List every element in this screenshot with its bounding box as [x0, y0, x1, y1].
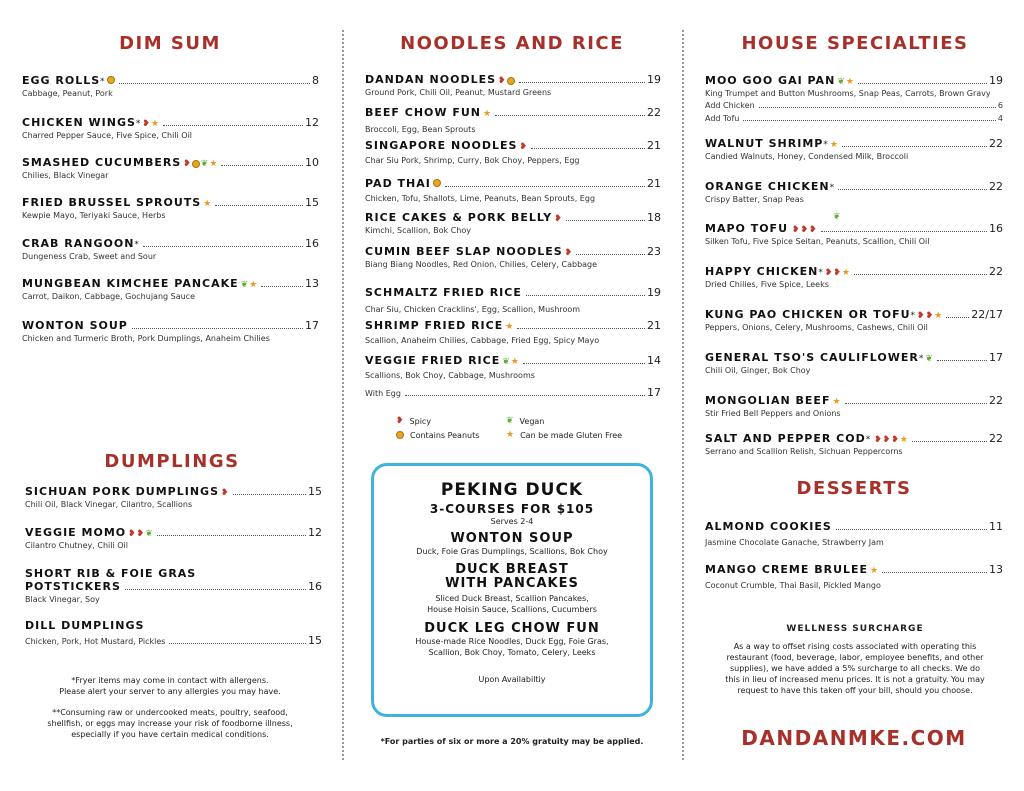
menu-item: [22, 277, 319, 301]
peking-duck-box: [371, 463, 653, 717]
item-name: KUNG PAO CHICKEN OR TOFU: [705, 308, 911, 321]
item-price: 10: [305, 156, 319, 169]
chili-pepper-icon: ❥: [128, 529, 136, 539]
item-marks: *: [918, 354, 924, 364]
chili-pepper-icon: ❥: [519, 142, 528, 152]
chili-pepper-icon: ❥: [142, 119, 150, 129]
item-desc: Biang Biang Noodles, Red Onion, Chilies, Celery, Cabbage: [365, 260, 598, 269]
item-name: POTSTICKERS: [25, 580, 121, 593]
item-name: CRAB RANGOON: [22, 237, 135, 250]
star-icon: ★: [203, 199, 212, 209]
item-desc: Black Vinegar, Soy: [25, 595, 100, 604]
item-name: MANGO CREME BRULEE: [705, 563, 869, 576]
star-icon: ★: [934, 311, 943, 321]
item-marks: *: [829, 183, 835, 193]
star-icon: ★: [829, 140, 838, 150]
item-price: 15: [305, 196, 319, 209]
item-name: MONGOLIAN BEEF: [705, 394, 831, 407]
chili-pepper-icon: ❥: [824, 268, 833, 278]
item-price: 17: [989, 351, 1003, 364]
menu-item: [705, 137, 1003, 161]
availability-note: Upon Availabiltiy: [478, 675, 546, 684]
chili-pepper-icon: ❥: [396, 416, 404, 426]
item-desc: Chicken, Pork, Hot Mustard, Pickles: [25, 637, 166, 646]
item-desc: Chili Oil, Black Vinegar, Cilantro, Scallions: [25, 500, 193, 509]
star-icon: ★: [510, 357, 519, 367]
item-price: 13: [305, 277, 319, 290]
menu-item: [365, 211, 661, 235]
item-name: DILL DUMPLINGS: [25, 619, 145, 632]
star-icon: ★: [845, 77, 854, 87]
course-title: WONTON SOUP: [450, 531, 574, 546]
peking-duck-serves: Serves 2-4: [490, 517, 534, 526]
menu-item: [365, 286, 661, 314]
column-divider-right: [682, 30, 684, 760]
wellness-title: WELLNESS SURCHARGE: [786, 624, 924, 634]
item-price: 15: [308, 634, 322, 647]
chili-pepper-icon: ❥: [917, 311, 925, 321]
star-icon: ★: [870, 566, 879, 576]
item-desc: Chilies, Black Vinegar: [22, 171, 109, 180]
item-desc: Scallion, Anaheim Chilies, Cabbage, Fried Egg, Spicy Mayo: [365, 336, 600, 345]
menu-item: [25, 526, 322, 550]
menu-item: [25, 619, 322, 647]
course-desc: Sliced Duck Breast, Scallion Pancakes,: [435, 594, 589, 603]
item-price: 21: [647, 139, 661, 152]
item-sub-label: With Egg: [365, 389, 401, 398]
chili-pepper-icon: ❥: [792, 225, 800, 235]
item-desc: Carrot, Daikon, Cabbage, Gochujang Sauce: [22, 292, 196, 301]
item-desc: Kewpie Mayo, Teriyaki Sauce, Herbs: [22, 211, 166, 220]
item-name: DANDAN NOODLES: [365, 73, 497, 86]
menu-item: [22, 196, 319, 220]
item-price: 22: [647, 106, 661, 119]
item-name: SHORT RIB & FOIE GRAS: [25, 567, 197, 580]
course-title: WITH PANCAKES: [445, 576, 579, 591]
item-name: HAPPY CHICKEN: [705, 265, 819, 278]
item-price: 22: [989, 137, 1003, 150]
leaf-icon: ❦: [240, 280, 249, 290]
wellness-surcharge: WELLNESS SURCHARGE As a way to offset rising costs associated with operating this restaurant (food, beverage, labor, employee benefits, and other supplies), we have added a 5% surcharge to all checks. We do this in lieu of increased menu prices. It is not a gratuity. You may request to have this taken off your bill, should you choose.: [715, 624, 995, 696]
item-desc: Chicken, Tofu, Shallots, Lime, Peanuts, Bean Sprouts, Egg: [365, 194, 596, 203]
item-name: MAPO TOFU: [705, 222, 789, 235]
menu-item: [705, 563, 1003, 590]
item-price: 16: [989, 222, 1003, 235]
noodles-title: NOODLES AND RICE: [400, 33, 624, 54]
menu-item: [25, 485, 322, 509]
menu-item: [22, 116, 319, 140]
item-desc: King Trumpet and Button Mushrooms, Snap Peas, Carrots, Brown Gravy: [705, 89, 991, 98]
course-title: DUCK LEG CHOW FUN: [424, 621, 600, 636]
item-name: SCHMALTZ FRIED RICE: [365, 286, 522, 299]
item-name: EGG ROLLS: [22, 74, 101, 87]
item-name: RICE CAKES & PORK BELLY: [365, 211, 553, 224]
star-icon: ★: [899, 435, 908, 445]
item-desc: Dungeness Crab, Sweet and Sour: [22, 252, 157, 261]
item-price: 18: [647, 211, 661, 224]
item-desc: Charred Pepper Sauce, Five Spice, Chili Oil: [22, 131, 193, 140]
star-icon: ★: [209, 159, 218, 169]
menu-item: [22, 237, 319, 261]
item-price: 13: [989, 563, 1003, 576]
item-price: 14: [647, 354, 661, 367]
item-name: SHRIMP FRIED RICE: [365, 319, 504, 332]
menu-item: [365, 106, 661, 134]
item-name: SINGAPORE NOODLES: [365, 139, 518, 152]
item-price: 8: [312, 74, 319, 87]
menu-item: [365, 73, 661, 97]
item-price: 19: [647, 73, 661, 86]
item-name: CHICKEN WINGS: [22, 116, 136, 129]
item-price: 22: [989, 394, 1003, 407]
chili-pepper-icon: ❥: [882, 435, 891, 445]
item-desc: Crispy Batter, Snap Peas: [705, 195, 804, 204]
menu-item: [365, 319, 661, 345]
item-desc: Cabbage, Peanut, Pork: [22, 89, 113, 98]
item-price: 19: [989, 74, 1003, 87]
star-icon: ★: [841, 268, 850, 278]
menu-item: [365, 245, 661, 269]
star-icon: ★: [506, 430, 515, 440]
chili-pepper-icon: ❥: [833, 268, 841, 278]
item-price: 16: [308, 580, 322, 593]
item-desc: Chicken and Turmeric Broth, Pork Dumplings, Anaheim Chilies: [22, 334, 270, 343]
item-price: 11: [989, 520, 1003, 533]
menu-item: [22, 74, 319, 98]
star-icon: ★: [249, 280, 258, 290]
star-icon: ★: [505, 322, 514, 332]
chili-pepper-icon: ❥: [891, 435, 899, 445]
item-name: WONTON SOUP: [22, 319, 128, 332]
chili-pepper-icon: ❥: [498, 76, 506, 86]
desserts-title: DESSERTS: [796, 478, 912, 499]
item-name: SALT AND PEPPER COD: [705, 432, 866, 445]
item-desc: Silken Tofu, Five Spice Seitan, Peanuts, Scallion, Chili Oil: [705, 237, 930, 246]
item-desc: Scallions, Bok Choy, Cabbage, Mushrooms: [365, 371, 535, 380]
peking-duck-title: PEKING DUCK: [440, 480, 584, 500]
chili-pepper-icon: ❥: [874, 435, 882, 445]
star-icon: ★: [150, 119, 160, 129]
allergen-note: *Fryer items may come in contact with allergens. Please alert your server to any allergies you may have. **Consuming raw or undercooked meats, poultry, seafood, shellfish, or eggs may increase your risk of foodborne illness, especially if you have certain medical conditions.: [47, 676, 293, 739]
house-specialties-title: HOUSE SPECIALTIES: [741, 33, 969, 54]
course-desc: Duck, Foie Gras Dumplings, Scallions, Bok Choy: [416, 547, 608, 556]
leaf-icon: ❦: [145, 529, 153, 539]
item-name: GENERAL TSO'S CAULIFLOWER: [705, 351, 919, 364]
item-name: MOO GOO GAI PAN: [705, 74, 836, 87]
item-desc: Candied Walnuts, Honey, Condensed Milk, Broccoli: [705, 152, 909, 161]
item-marks: *: [135, 119, 141, 129]
item-desc: Stir Fried Bell Peppers and Onions: [705, 409, 841, 418]
chili-pepper-icon: ❥: [564, 248, 573, 258]
item-name: SMASHED CUCUMBERS: [22, 156, 182, 169]
item-name: MUNGBEAN KIMCHEE PANCAKE: [22, 277, 239, 290]
item-price: 21: [647, 319, 661, 332]
item-desc: Cilantro Chutney, Chili Oil: [25, 541, 128, 550]
dim-sum-title: DIM SUM: [119, 33, 221, 54]
peanut-icon: [433, 179, 441, 187]
menu-item: [365, 139, 661, 165]
item-name: CUMIN BEEF SLAP NOODLES: [365, 245, 563, 258]
item-price: 22: [989, 180, 1003, 193]
item-price: 22: [989, 432, 1003, 445]
menu-item: [705, 351, 1003, 375]
item-sub-price: 17: [647, 386, 661, 399]
dumplings-title: DUMPLINGS: [104, 451, 240, 472]
add-on-label: Add Chicken: [705, 101, 755, 110]
item-marks: *: [865, 435, 871, 445]
item-desc: Broccoli, Egg, Bean Sprouts: [365, 125, 476, 134]
leaf-icon: ❦: [506, 416, 514, 426]
item-name: ALMOND COOKIES: [705, 520, 832, 533]
item-price: 16: [305, 237, 319, 250]
item-marks: *: [823, 140, 828, 150]
item-desc: Ground Pork, Chili Oil, Peanut, Mustard Greens: [365, 88, 552, 97]
menu-item: [22, 156, 319, 180]
item-marks: *: [134, 240, 139, 250]
chili-pepper-icon: ❥: [925, 311, 934, 321]
item-price: 19: [647, 286, 661, 299]
leaf-icon: ❦: [925, 354, 933, 364]
legend: ❥ Spicy Contains Peanuts ❦ Vegan ★ Can be made Gluten Free: [396, 416, 623, 440]
item-marks: *: [910, 311, 916, 321]
leaf-icon: ❦: [837, 77, 845, 87]
item-desc: Peppers, Onions, Celery, Mushrooms, Cashews, Chili Oil: [705, 323, 928, 332]
item-name: BEEF CHOW FUN: [365, 106, 482, 119]
menu-item: [705, 74, 1003, 124]
menu-item: [25, 567, 322, 604]
item-price: 23: [647, 245, 661, 258]
menu-item: [22, 319, 319, 343]
peking-duck-subtitle: 3-COURSES FOR $105: [429, 502, 595, 516]
item-name: SICHUAN PORK DUMPLINGS: [25, 485, 220, 498]
item-marks: *: [100, 77, 105, 87]
item-marks: *: [818, 268, 823, 278]
chili-pepper-icon: ❥: [221, 488, 229, 498]
item-price: 22: [989, 265, 1003, 278]
star-icon: ★: [832, 397, 841, 407]
item-name: VEGGIE MOMO: [25, 526, 127, 539]
item-desc: Coconut Crumble, Thai Basil, Pickled Mango: [705, 581, 881, 590]
course-title: DUCK BREAST: [455, 562, 569, 577]
course-desc: House-made Rice Noodles, Duck Egg, Foie Gras,: [415, 637, 609, 646]
star-icon: ★: [483, 109, 492, 119]
item-desc: Char Siu, Chicken Cracklins', Egg, Scallion, Mushroom: [365, 305, 581, 314]
menu-item: [705, 222, 1003, 246]
peanut-icon: [396, 431, 404, 439]
add-on-price: 4: [997, 114, 1003, 123]
leaf-icon: ❦: [502, 357, 510, 367]
peanut-icon: [192, 160, 200, 168]
menu-item: [705, 394, 1003, 418]
add-on-price: 6: [997, 101, 1003, 110]
chili-pepper-icon: ❥: [183, 159, 191, 169]
add-on-label: Add Tofu: [705, 114, 740, 123]
item-price: 12: [305, 116, 319, 129]
item-desc: Serrano and Scallion Relish, Sichuan Peppercorns: [705, 447, 903, 456]
chili-pepper-icon: ❥: [809, 225, 817, 235]
peanut-icon: [507, 77, 515, 85]
item-desc: Chili Oil, Ginger, Bok Choy: [705, 366, 811, 375]
item-name: WALNUT SHRIMP: [705, 137, 824, 150]
leaf-icon: ❦: [833, 212, 841, 222]
peanut-icon: [107, 76, 115, 84]
item-desc: Char Siu Pork, Shrimp, Curry, Bok Choy, Peppers, Egg: [365, 156, 580, 165]
item-price: 15: [308, 485, 322, 498]
column-divider-left: [342, 30, 344, 760]
menu-item: [705, 308, 1003, 332]
menu-item: [705, 180, 1003, 222]
item-price: 21: [647, 177, 661, 190]
item-price: 22/17: [971, 308, 1003, 321]
menu-item: [705, 432, 1003, 456]
item-desc: Kimchi, Scallion, Bok Choy: [365, 226, 471, 235]
menu-item: [365, 177, 661, 203]
course-desc: Scallion, Bok Choy, Tomato, Celery, Leeks: [428, 648, 596, 657]
item-price: 12: [308, 526, 322, 539]
menu-item: [705, 265, 1003, 289]
menu-item: [365, 354, 661, 399]
item-name: ORANGE CHICKEN: [705, 180, 830, 193]
chili-pepper-icon: ❥: [554, 214, 562, 224]
leaf-icon: ❦: [200, 159, 209, 169]
item-price: 17: [305, 319, 319, 332]
menu-item: [705, 520, 1003, 547]
item-desc: Jasmine Chocolate Ganache, Strawberry Jam: [705, 538, 884, 547]
chili-pepper-icon: ❥: [800, 225, 809, 235]
item-name: FRIED BRUSSEL SPROUTS: [22, 196, 202, 209]
item-name: PAD THAI: [365, 177, 431, 190]
chili-pepper-icon: ❥: [136, 529, 145, 539]
gratuity-note: *For parties of six or more a 20% gratuity may be applied.: [380, 737, 644, 746]
website-link[interactable]: DANDANMKE.COM: [741, 726, 967, 750]
item-desc: Dried Chilies, Five Spice, Leeks: [705, 280, 829, 289]
item-name: VEGGIE FRIED RICE: [365, 354, 501, 367]
course-desc: House Hoisin Sauce, Scallions, Cucumbers: [427, 605, 597, 614]
